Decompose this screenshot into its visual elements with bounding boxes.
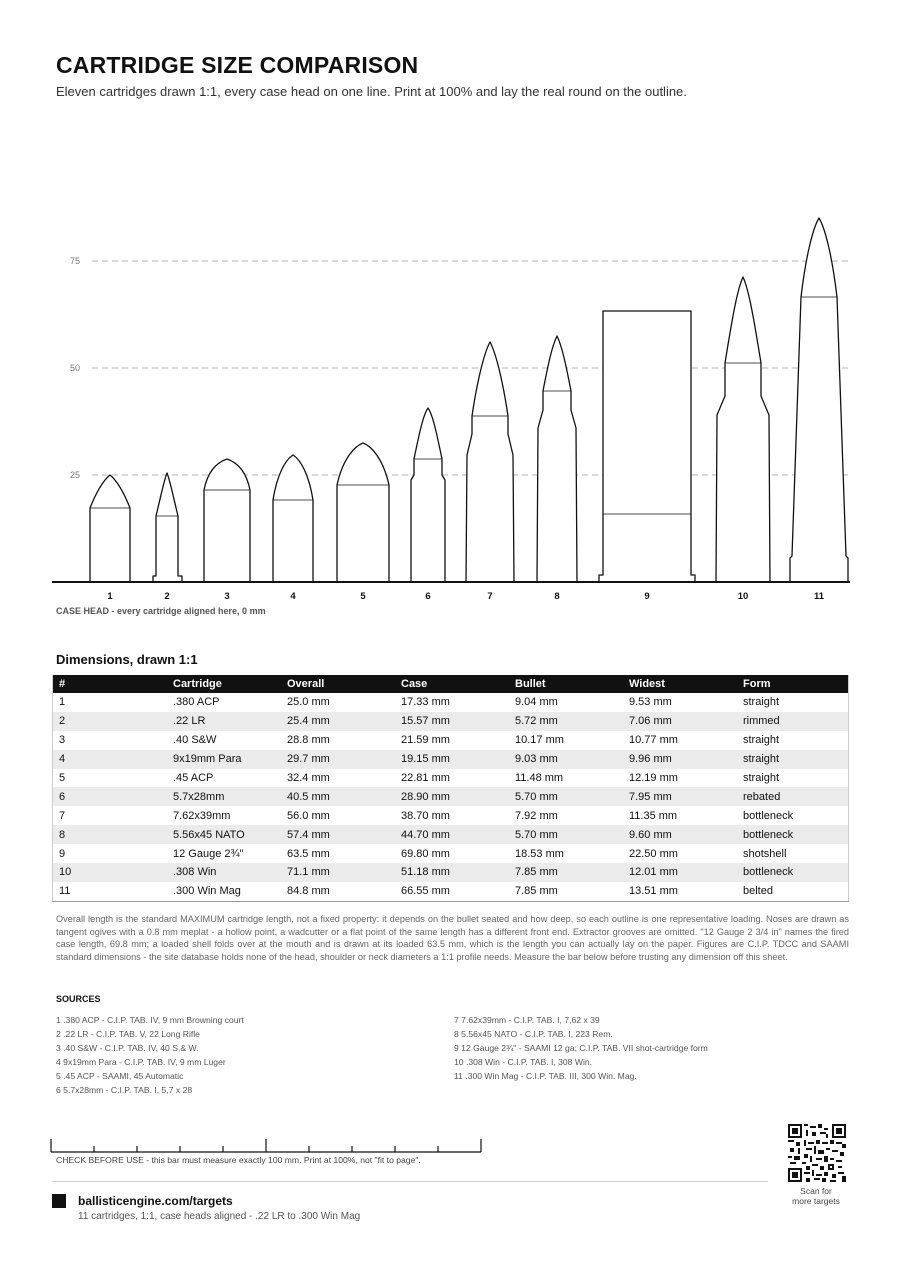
sources-list-left bbox=[56, 1013, 244, 1097]
table-cell: 13.51 mm bbox=[629, 885, 678, 898]
table-cell: 29.7 mm bbox=[281, 750, 395, 769]
table-cell: 57.4 mm bbox=[281, 825, 395, 844]
table-cell: 9x19mm Para bbox=[167, 750, 281, 769]
table-cell: 12 Gauge 2¾" bbox=[173, 847, 244, 860]
table-cell: 71.1 mm bbox=[281, 863, 395, 882]
table-row bbox=[53, 787, 849, 806]
cartridge-outline-300-win-mag bbox=[790, 218, 848, 600]
cartridge-outline-5-56x45-nato bbox=[537, 336, 577, 600]
column-header: Form bbox=[737, 675, 849, 693]
cartridge-outline-7-62x39 bbox=[466, 342, 514, 600]
table-row bbox=[53, 750, 849, 769]
table-cell: bottleneck bbox=[737, 825, 849, 844]
table-cell: 12.01 mm bbox=[623, 863, 737, 882]
table-cell: 10.77 mm bbox=[629, 734, 678, 747]
sources-heading: SOURCES bbox=[56, 994, 101, 1004]
column-header: Cartridge bbox=[167, 675, 281, 693]
table-cell: .380 ACP bbox=[173, 696, 220, 709]
source-item: 7 7.62x39mm - C.I.P. TAB. I, 7,62 x 39 bbox=[454, 1015, 600, 1025]
table-row bbox=[53, 863, 849, 882]
table-cell: 7.85 mm bbox=[509, 863, 623, 882]
table-cell: shotshell bbox=[743, 847, 787, 860]
table-cell: 22.81 mm bbox=[401, 772, 450, 784]
methodology-note: Overall length is the standard MAXIMUM cartridge length, not a fixed property: it depends on the bullet seated and how deep, so each outline is one representative loading. Noses are drawn as tangent ogives with a 0.8 mm meplat - a hollow point, a wadcutter or a flat point of the same length has a different front end. Extractor grooves are omitted. "12 Gauge 2 3/4 in" names the fired case length, 69.8 mm; a loaded shell folds over at the mouth and is drawn at its loaded 63.5 mm, which is the length you can actually lay on the paper. Figures are C.I.P. TDCC and SAAMI standard dimensions - the site database holds none of the head, shoulder or neck diameters a 1:1 profile needs. Measure the bar below before trusting any dimension off this sheet. bbox=[56, 914, 849, 962]
table-cell: 32.4 mm bbox=[287, 772, 330, 784]
table-cell: 7 bbox=[59, 809, 66, 822]
table-cell: 9 bbox=[59, 847, 66, 860]
cartridge-number-3: 3 bbox=[224, 591, 230, 600]
table-cell: 11.35 mm bbox=[629, 809, 678, 822]
table-cell: straight bbox=[743, 734, 780, 747]
table-cell: 7.62x39mm bbox=[173, 809, 231, 822]
table-cell: 11 bbox=[59, 885, 71, 898]
qr-caption bbox=[780, 1187, 852, 1206]
cartridge-number-5: 5 bbox=[360, 591, 366, 600]
source-item: 1 .380 ACP - C.I.P. TAB. IV, 9 mm Browning court bbox=[56, 1015, 244, 1025]
footer-divider bbox=[52, 1181, 768, 1182]
cartridge-outline-45-acp bbox=[337, 443, 389, 600]
table-cell: 28.90 mm bbox=[395, 787, 509, 806]
table-cell: bottleneck bbox=[737, 863, 849, 882]
dimensions-table bbox=[52, 675, 849, 902]
cartridge-outline-chart bbox=[0, 200, 900, 600]
table-cell: .300 Win Mag bbox=[173, 885, 241, 898]
table-row bbox=[53, 712, 849, 731]
cartridge-number-10: 10 bbox=[737, 591, 749, 600]
table-cell: 2 bbox=[53, 712, 168, 731]
table-row bbox=[53, 769, 849, 788]
table-cell: 40.5 mm bbox=[281, 787, 395, 806]
table-row bbox=[53, 693, 849, 712]
table-cell: 9.03 mm bbox=[509, 750, 623, 769]
footer-subtitle: 11 cartridges, 1:1, case heads aligned - .22 LR to .300 Win Mag bbox=[78, 1211, 361, 1222]
cartridge-number-6: 6 bbox=[425, 591, 431, 600]
table-row bbox=[53, 731, 849, 750]
cartridge-number-9: 9 bbox=[644, 591, 650, 600]
table-cell: 4 bbox=[53, 750, 168, 769]
table-cell: 9.60 mm bbox=[623, 825, 737, 844]
table-cell: 21.59 mm bbox=[401, 734, 450, 747]
100mm-scale-bar bbox=[50, 1136, 490, 1154]
gridline-label-25: 25 bbox=[70, 470, 81, 480]
column-header: Case bbox=[395, 675, 509, 693]
table-cell: 6 bbox=[53, 787, 168, 806]
table-cell: 38.70 mm bbox=[401, 809, 450, 822]
brand-square-icon bbox=[52, 1194, 66, 1208]
table-cell: 8 bbox=[53, 825, 168, 844]
table-cell: 5 bbox=[59, 772, 66, 784]
cartridge-number-7: 7 bbox=[487, 591, 493, 600]
table-cell: belted bbox=[743, 885, 773, 898]
table-cell: 19.15 mm bbox=[395, 750, 509, 769]
table-cell: 5.70 mm bbox=[509, 825, 623, 844]
sources-list-right bbox=[454, 1013, 708, 1083]
table-cell: .40 S&W bbox=[173, 734, 217, 747]
table-cell: 7.85 mm bbox=[515, 885, 558, 898]
table-cell: 25.0 mm bbox=[287, 696, 330, 709]
table-cell: 9.96 mm bbox=[623, 750, 737, 769]
cartridge-outline-5-7x28 bbox=[411, 408, 445, 600]
qr-code[interactable] bbox=[788, 1124, 846, 1182]
table-cell: 5.56x45 NATO bbox=[167, 825, 281, 844]
cartridge-number-1: 1 bbox=[107, 591, 113, 600]
cartridge-outline-22-lr bbox=[153, 473, 182, 600]
table-cell: .22 LR bbox=[167, 712, 281, 731]
cartridge-outline-308-win bbox=[716, 277, 770, 600]
source-item: 6 5.7x28mm - C.I.P. TAB. I, 5,7 x 28 bbox=[56, 1085, 193, 1095]
source-item: 11 .300 Win Mag - C.I.P. TAB. III, 300 Win. Mag. bbox=[454, 1071, 637, 1081]
footer-url-link[interactable]: ballisticengine.com/targets bbox=[78, 1194, 233, 1208]
table-cell: 51.18 mm bbox=[395, 863, 509, 882]
table-cell: .45 ACP bbox=[173, 772, 214, 784]
column-header: Bullet bbox=[509, 675, 623, 693]
table-cell: 28.8 mm bbox=[287, 734, 330, 747]
source-item: 5 .45 ACP - SAAMI, 45 Automatic bbox=[56, 1071, 184, 1081]
table-cell: 5.70 mm bbox=[509, 787, 623, 806]
cartridge-outline-40-sw bbox=[204, 459, 250, 600]
table-cell: 22.50 mm bbox=[629, 847, 678, 860]
page-title: CARTRIDGE SIZE COMPARISON bbox=[56, 52, 419, 78]
table-cell: 1 bbox=[59, 696, 66, 709]
gridline-label-50: 50 bbox=[70, 363, 81, 373]
table-cell: straight bbox=[743, 696, 780, 709]
table-cell: 3 bbox=[59, 734, 66, 747]
table-row bbox=[53, 882, 849, 901]
table-cell: 17.33 mm bbox=[401, 696, 450, 709]
cartridge-outline-12-gauge bbox=[599, 311, 695, 600]
table-cell: 7.95 mm bbox=[623, 787, 737, 806]
table-cell: 5.7x28mm bbox=[167, 787, 281, 806]
cartridge-number-4: 4 bbox=[290, 591, 296, 600]
table-row bbox=[53, 825, 849, 844]
table-row bbox=[53, 806, 849, 825]
source-item: 8 5.56x45 NATO - C.I.P. TAB. I, 223 Rem. bbox=[454, 1029, 613, 1039]
table-cell: 12.19 mm bbox=[629, 772, 678, 784]
qr-caption-line: Scan for bbox=[800, 1186, 832, 1196]
table-header-row bbox=[53, 675, 849, 693]
column-header: Widest bbox=[623, 675, 737, 693]
source-item: 9 12 Gauge 2¾" - SAAMI 12 ga; C.I.P. TAB. VII shot-cartridge form bbox=[454, 1043, 708, 1053]
cartridge-number-2: 2 bbox=[164, 591, 170, 600]
cartridge-outline-9x19-para bbox=[273, 455, 313, 600]
column-header: # bbox=[53, 675, 168, 693]
table-cell: 56.0 mm bbox=[287, 809, 330, 822]
table-cell: 7.92 mm bbox=[515, 809, 558, 822]
table-cell: 63.5 mm bbox=[287, 847, 330, 860]
table-cell: rebated bbox=[737, 787, 849, 806]
gridline-label-75: 75 bbox=[70, 256, 81, 266]
table-cell: 15.57 mm bbox=[395, 712, 509, 731]
table-cell: 25.4 mm bbox=[281, 712, 395, 731]
table-cell: 84.8 mm bbox=[287, 885, 330, 898]
table-cell: 7.06 mm bbox=[623, 712, 737, 731]
source-item: 2 .22 LR - C.I.P. TAB. V, 22 Long Rifle bbox=[56, 1029, 200, 1039]
table-cell: straight bbox=[737, 750, 849, 769]
table-cell: 5.72 mm bbox=[509, 712, 623, 731]
table-cell: 66.55 mm bbox=[401, 885, 450, 898]
source-item: 3 .40 S&W - C.I.P. TAB. IV, 40 S.& W. bbox=[56, 1043, 199, 1053]
table-row bbox=[53, 844, 849, 863]
table-cell: 44.70 mm bbox=[395, 825, 509, 844]
table-cell: bottleneck bbox=[743, 809, 794, 822]
table-cell: 9.53 mm bbox=[629, 696, 672, 709]
table-cell: 9.04 mm bbox=[515, 696, 558, 709]
qr-caption-line: more targets bbox=[792, 1195, 840, 1206]
table-cell: rimmed bbox=[737, 712, 849, 731]
table-cell: 10 bbox=[53, 863, 168, 882]
case-head-caption: CASE HEAD - every cartridge aligned here, 0 mm bbox=[56, 606, 266, 616]
source-item: 10 .308 Win - C.I.P. TAB. I, 308 Win. bbox=[454, 1057, 593, 1067]
table-cell: 10.17 mm bbox=[515, 734, 564, 747]
column-header: Overall bbox=[281, 675, 395, 693]
table-cell: straight bbox=[743, 772, 780, 784]
table-cell: 18.53 mm bbox=[515, 847, 564, 860]
page-subtitle: Eleven cartridges drawn 1:1, every case head on one line. Print at 100% and lay the real round on the outline. bbox=[56, 84, 687, 99]
table-cell: .308 Win bbox=[167, 863, 281, 882]
table-cell: 11.48 mm bbox=[515, 772, 564, 784]
source-item: 4 9x19mm Para - C.I.P. TAB. IV, 9 mm Luger bbox=[56, 1057, 226, 1067]
scale-bar-caption: CHECK BEFORE USE - this bar must measure exactly 100 mm. Print at 100%, not "fit to page". bbox=[56, 1155, 421, 1165]
dimensions-title: Dimensions, drawn 1:1 bbox=[56, 652, 198, 667]
table-cell: 69.80 mm bbox=[401, 847, 450, 860]
cartridge-number-11: 11 bbox=[813, 591, 825, 600]
cartridge-number-8: 8 bbox=[554, 591, 560, 600]
